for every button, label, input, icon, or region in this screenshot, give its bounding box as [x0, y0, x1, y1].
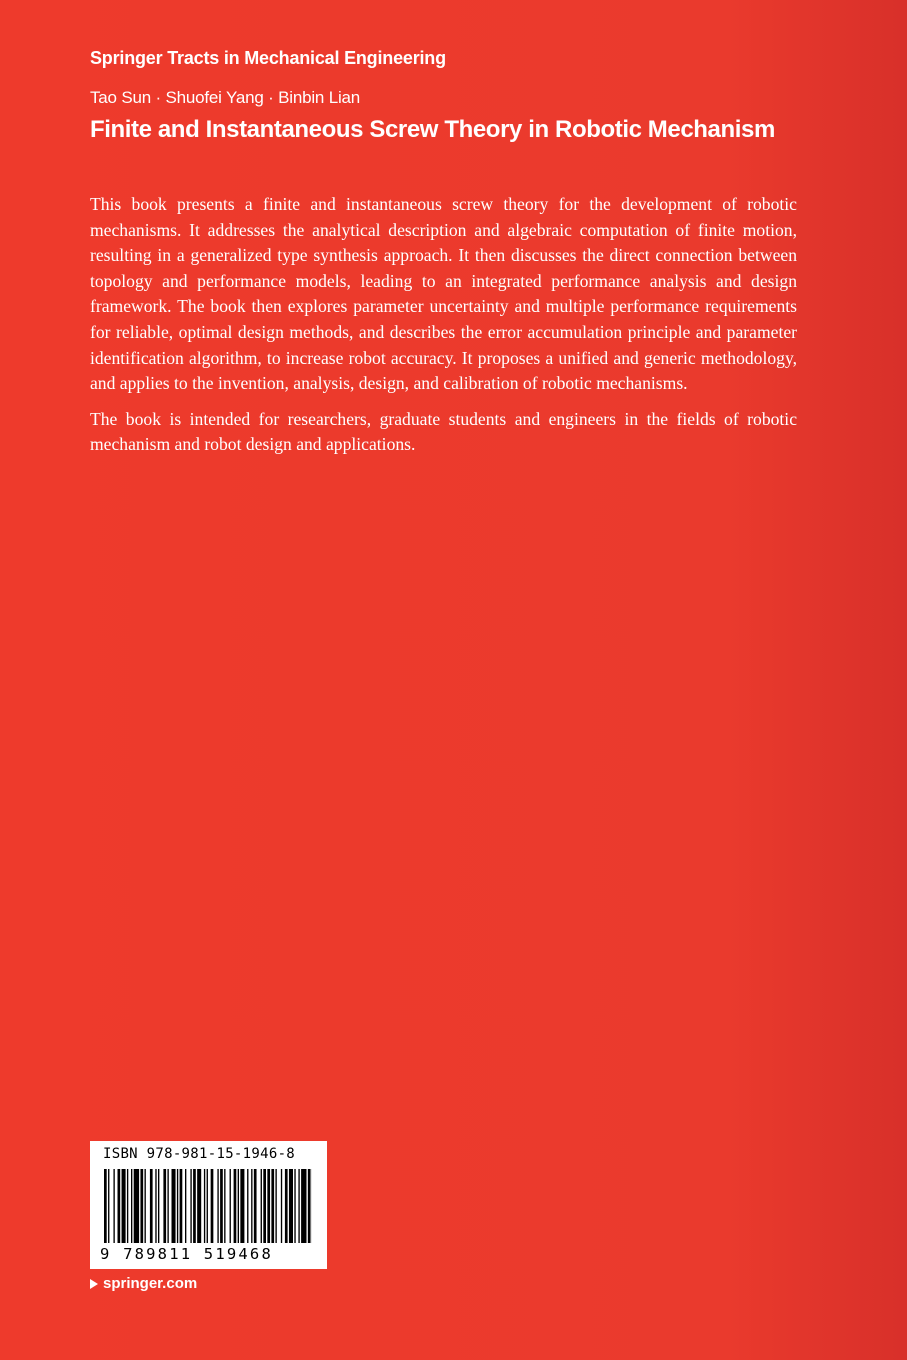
barcode-bar: [247, 1169, 248, 1243]
isbn-label: ISBN 978-981-15-1946-8: [103, 1146, 296, 1162]
barcode-bar: [289, 1169, 293, 1243]
barcode-bar: [217, 1169, 218, 1243]
barcode-digits: 9 789811 519468: [100, 1245, 273, 1263]
barcode-bar: [172, 1169, 176, 1243]
barcode-bar: [131, 1169, 132, 1243]
barcode-bar: [158, 1169, 159, 1243]
barcode-bar: [240, 1169, 244, 1243]
barcode-bar: [104, 1169, 107, 1243]
barcode-bar: [204, 1169, 205, 1243]
isbn-barcode: [90, 1141, 327, 1269]
barcode-bar: [108, 1169, 109, 1243]
barcode-bar: [230, 1169, 231, 1243]
barcode-bar: [301, 1169, 306, 1243]
barcode-bar: [155, 1169, 156, 1243]
barcode-bar: [224, 1169, 225, 1243]
book-title: Finite and Instantaneous Screw Theory in Robotic Mechanism: [90, 116, 775, 143]
barcode-bar: [190, 1169, 191, 1243]
barcode-bar: [118, 1169, 121, 1243]
barcode-bar: [211, 1169, 214, 1243]
barcode-bar: [193, 1169, 196, 1243]
barcode-bar: [140, 1169, 143, 1243]
barcode-bar: [185, 1169, 186, 1243]
barcode-bar: [275, 1169, 276, 1243]
barcode-bar: [220, 1169, 223, 1243]
website-label: springer.com: [103, 1275, 198, 1292]
barcode-bar: [150, 1169, 153, 1243]
triangle-arrow-icon: [90, 1279, 98, 1289]
barcode-bar: [281, 1169, 282, 1243]
barcode-bar: [254, 1169, 257, 1243]
description-paragraph-1: This book presents a finite and instantaneous screw theory for the development of robotic mechanisms. It addresses the analytical description and algebraic computation of finite motion, resulting in a generalized type synthesis approach. It then discusses the direct connection between topology and performance models, leading to an integrated performance analysis and design framework. The book then explores parameter uncertainty and multiple performance requirements for reliable, optimal design methods, and describes the error accumulation principle and parameter identification algorithm, to increase robot accuracy. It proposes a unified and generic methodology, and applies to the invention, analysis, design, and calibration of robotic mechanisms.: [90, 194, 797, 394]
description: [90, 192, 797, 468]
description-paragraph-2: The book is intended for researchers, graduate students and engineers in the fields of robotic mechanism and robot design and applications.: [90, 408, 797, 455]
barcode-bar: [285, 1169, 288, 1243]
barcode-bar: [122, 1169, 126, 1243]
website-link[interactable]: [90, 1275, 197, 1292]
barcode-bar: [207, 1169, 208, 1243]
barcode-bar: [267, 1169, 270, 1243]
barcode-bar: [127, 1169, 128, 1243]
barcode-bar: [234, 1169, 237, 1243]
barcode-bar: [163, 1169, 166, 1243]
barcode-bar: [261, 1169, 262, 1243]
barcode-bar: [177, 1169, 178, 1243]
barcode-bar: [298, 1169, 299, 1243]
barcode-bar: [238, 1169, 239, 1243]
barcode-bar: [308, 1169, 311, 1243]
barcode-bar: [145, 1169, 146, 1243]
authors: Tao Sun · Shuofei Yang · Binbin Lian: [90, 88, 361, 107]
barcode-bar: [294, 1169, 295, 1243]
barcode-bar: [251, 1169, 252, 1243]
barcode-bar: [271, 1169, 274, 1243]
barcode-bar: [134, 1169, 139, 1243]
barcode-bar: [113, 1169, 114, 1243]
barcode-bar: [180, 1169, 183, 1243]
barcode-bar: [263, 1169, 266, 1243]
series-name: Springer Tracts in Mechanical Engineering: [90, 48, 446, 68]
barcode-bar: [167, 1169, 168, 1243]
barcode-bar: [197, 1169, 201, 1243]
